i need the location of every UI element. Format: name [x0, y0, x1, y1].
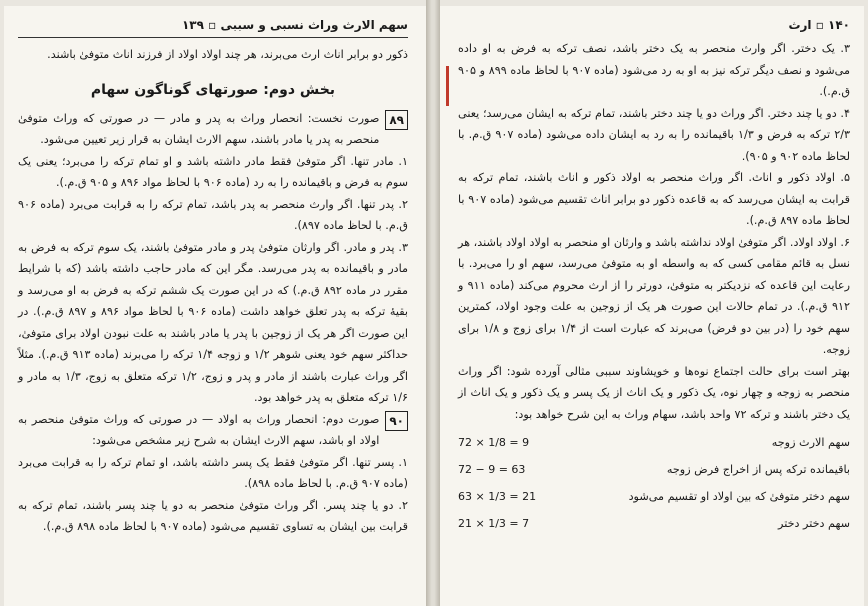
section-title: بخش دوم: صورتهای گوناگون سهام — [90, 81, 336, 98]
paragraph-90 — [18, 409, 408, 452]
paragraph-text: صورت نخست: انحصار وراث به پدر و مادر — در صورتی که وراث متوفیٰ منحصر به پدر یا مادر باشند، سهم الارث ایشان به قرار زیر تعیین می‌شود. — [18, 111, 380, 146]
page-header — [18, 16, 408, 38]
running-title: سهم الارث وراث نسبی و سببی ▫ ۱۳۹ — [181, 18, 408, 32]
intro-paragraph: ذکور دو برابر اناث ارث می‌برند، هر چند اولاد اولاد از فرزند اناث متوفیٰ باشند. — [47, 48, 408, 61]
calc-row — [458, 510, 850, 537]
list-item: ۱. مادر تنها. اگر متوفیٰ فقط مادر داشته باشد و او تمام ترکه را می‌برد؛ یعنی یک سوم به فرض و باقیمانده را به رد (ماده ۹۰۶ با لحاظ مواد ۸۹۶ و ۹۰۵ ق.م.). — [18, 154, 408, 189]
page-number: ۱۴۰ ▫ ارث — [788, 18, 850, 32]
calc-row — [458, 483, 850, 510]
list-item: ۶. اولاد اولاد. اگر متوفیٰ اولاد نداشته باشد و وارثان او منحصر به اولاد اولاد باشند، هر نسل به قائم مقامی کسی که به واسطه او به متوفیٰ می‌رسد، سهم او را می‌برد. با رعایت این قاعده که نزدیکتر به متوفیٰ، دورتر را از ارث محروم می‌کند (ماده ۹۱۱ و ۹۱۲ ق.م.). در تمام حالات این صورت هر یک از زوجین به علت وجود اولاد، کمترین سهم خود را (در بین دو فرض) می‌برند که عبارت است از ۱/۴ برای زوج و ۱/۸ برای زوجه. — [458, 235, 850, 356]
list-item: ۲. پدر تنها. اگر وارث منحصر به پدر باشد، تمام ترکه را به قرابت می‌برد (ماده ۹۰۶ ق.م. با لحاظ ماده ۸۹۷). — [18, 197, 408, 232]
paragraph-89 — [18, 108, 408, 151]
calc-label: سهم دختر دختر — [778, 517, 850, 530]
paragraph-text: صورت دوم: انحصار وراث به اولاد — در صورتی که وراث متوفیٰ منحصر به اولاد او باشد، سهم الارث ایشان به شرح زیر مشخص می‌شود: — [18, 412, 380, 447]
page-140 — [440, 6, 864, 606]
list-item: ۱. پسر تنها. اگر متوفیٰ فقط یک پسر داشته باشد، او تمام ترکه را به قرابت می‌برد (ماده ۹۰۷ ق.م. با لحاظ ماده ۸۹۸). — [18, 455, 408, 490]
book-gutter — [426, 0, 440, 606]
page-header — [458, 16, 850, 34]
calc-formula: 72 × 1/8 = 9 — [458, 436, 530, 449]
calc-formula: 21 × 1/3 = 7 — [458, 517, 530, 530]
page-139 — [4, 6, 426, 606]
list-item: ۲. دو یا چند پسر. اگر وراث متوفیٰ منحصر به دو یا چند پسر باشند، تمام ترکه به قرابت بین ایشان به تساوی تقسیم می‌شود (ماده ۹۰۷ با لحاظ ماده ۸۹۸ ق.م.). — [18, 498, 408, 533]
calc-formula: 72 − 9 = 63 — [458, 463, 526, 476]
calc-label: سهم الارث زوجه — [771, 436, 850, 449]
calc-formula: 63 × 1/3 = 21 — [458, 490, 537, 503]
calc-row — [458, 429, 850, 456]
list-item: ۵. اولاد ذکور و اناث. اگر وراث منحصر به اولاد ذکور و اناث باشند، تمام ترکه به قرابت به ایشان می‌رسد که به قاعده ذکور دو برابر اناث تقسیم می‌شود (ماده ۹۰۷ با لحاظ ماده ۸۹۷ ق.م.). — [458, 171, 850, 227]
list-item: ۳. پدر و مادر. اگر وارثان متوفیٰ پدر و مادر متوفیٰ باشند، یک سوم ترکه به فرض به مادر و باقیمانده به پدر می‌رسد. مگر این که مادر حاجب داشته باشد (که با شرایط مقرر در ماده ۸۹۲ ق.م.) که در این صورت یک ششم ترکه به فرض به او می‌رسد و بقیهٔ ترکه به پدر تعلق خواهد داشت (ماده ۹۰۶ با لحاظ مواد ۸۹۶ و ۸۹۷ ق.م.). در این صورت اگر هر یک از زوجین با پدر یا مادر باشند به علت نبودن اولاد برای متوفیٰ، حداکثر سهم خود یعنی شوهر ۱/۲ و زوجه ۱/۴ ترکه را می‌برند (ماده ۹۱۳ ق.م.). مثلاً اگر وراث عبارت باشند از مادر و پدر و زوج، ۱/۲ ترکه متعلق به زوج، ۱/۳ به مادر و ۱/۶ ترکه متعلق به پدر خواهد بود. — [18, 240, 409, 404]
list-item: ۴. دو یا چند دختر. اگر وراث دو یا چند دختر باشند، تمام ترکه به ایشان می‌رسد؛ یعنی ۲/۳ ترکه به فرض و ۱/۳ باقیمانده را به رد به ایشان داده می‌شود (ماده ۹۰۷ ق.م. با لحاظ ماده ۹۰۲ و ۹۰۵). — [458, 106, 851, 163]
calc-row — [458, 456, 850, 483]
calc-label: باقیمانده ترکه پس از اخراج فرض زوجه — [666, 463, 850, 476]
paragraph-number: ۹۰ — [385, 411, 408, 431]
calc-label: سهم دختر متوفیٰ که بین اولاد او تقسیم می‌شود — [628, 490, 850, 503]
calculation-table — [458, 429, 850, 537]
margin-highlight — [446, 66, 449, 106]
list-item: ۳. یک دختر. اگر وارث منحصر به یک دختر باشد، نصف ترکه به فرض به او داده می‌شود و نصف دیگر ترکه نیز به او به رد می‌شود (ماده ۹۰۷ با لحاظ ماده ۸۹۹ و ۹۰۵ ق.م.). — [458, 42, 850, 98]
example-intro: بهتر است برای حالت اجتماع نوه‌ها و خویشاوند سببی مثالی آورده شود: اگر وراث منحصر به زوجه و چهار نوه، یک ذکور و یک اناث از یک پسر و یک ذکور و یک اناث از یک دختر باشند و ترکه ۷۲ واحد باشد، سهام وراث به این شرح خواهد بود: — [458, 364, 850, 421]
paragraph-number: ۸۹ — [385, 110, 408, 130]
